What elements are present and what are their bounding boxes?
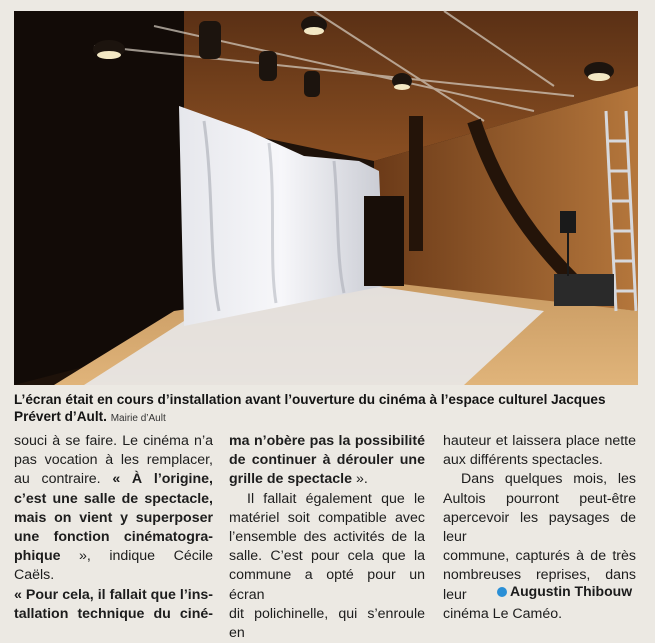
column-line: mais on vient y superposer xyxy=(14,509,213,526)
column-line: c’est une salle de spectacle, xyxy=(14,490,213,507)
column-line: commune, capturés à de très xyxy=(443,548,636,565)
column-line: nombreuses reprises, dans leur xyxy=(443,567,636,603)
column-line: pas vocation à les remplacer, xyxy=(14,452,213,469)
column-line: Aultois pourront peut-être xyxy=(443,490,636,507)
article-photo xyxy=(14,11,638,385)
column-line: ma n’obère pas la possibilité xyxy=(229,433,425,449)
column-line: de continuer à dérouler une xyxy=(229,452,425,469)
column-line: dit polichinelle, qui s’enroule en xyxy=(229,605,425,642)
column-line: hauteur et laissera place nette xyxy=(443,433,636,449)
column-line: phique », indique Cécile Caëls. xyxy=(14,548,213,584)
author-name: Augustin Thibouw xyxy=(510,583,633,599)
bullet-dot-icon xyxy=(497,587,507,597)
photo-caption xyxy=(14,391,638,427)
article-column-1 xyxy=(14,432,213,624)
column-line: grille de spectacle ». xyxy=(229,471,368,488)
column-line: aux différents spectacles. xyxy=(443,452,603,469)
author-byline xyxy=(497,583,632,599)
caption-text: L’écran était en cours d’installation avant l’ouverture du cinéma à l’espace culturel Jacques Prévert d’Ault. xyxy=(14,392,606,424)
column-line: « Pour cela, il fallait que l’ins- xyxy=(14,586,213,603)
column-line: apercevoir les paysages de leur xyxy=(443,509,636,546)
column-line: souci à se faire. Le cinéma n’a xyxy=(14,433,213,449)
column-line: commune a opté pour un écran xyxy=(229,567,425,603)
column-line: une fonction cinématogra- xyxy=(14,529,213,546)
column-line: Dans quelques mois, les xyxy=(461,471,636,488)
column-line: matériel soit compatible avec xyxy=(229,509,425,526)
theater-stage-photo xyxy=(14,11,638,385)
column-line: l’ensemble des activités de la xyxy=(229,529,425,546)
column-line: salle. C’est pour cela que la xyxy=(229,548,425,565)
article-column-2 xyxy=(229,432,425,643)
photo-credit: Mairie d’Ault xyxy=(110,413,166,424)
column-line: cinéma Le Caméo. xyxy=(443,605,563,622)
column-line: tallation technique du ciné- xyxy=(14,605,213,622)
column-line: au contraire. « À l’origine, xyxy=(14,471,213,488)
column-line: Il fallait également que le xyxy=(247,490,425,507)
